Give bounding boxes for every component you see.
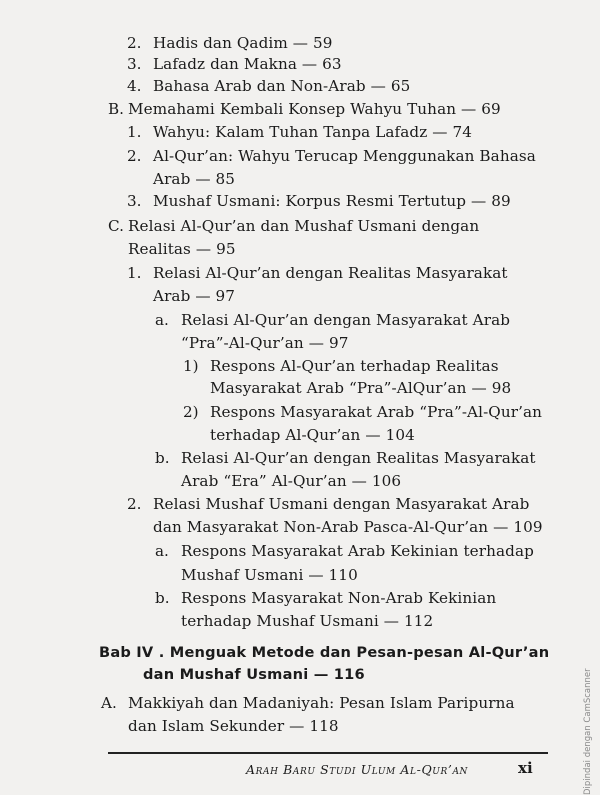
- toc-number: 2.: [127, 147, 142, 165]
- toc-entry: Relasi Al-Qur’an dengan Realitas Masyarakat: [181, 449, 536, 467]
- toc-entry: Mushaf Usmani — 110: [181, 566, 358, 584]
- toc-entry: Makkiyah dan Madaniyah: Pesan Islam Paripurna: [128, 694, 515, 712]
- toc-entry: Realitas — 95: [128, 240, 236, 258]
- toc-entry: “Pra”-Al-Qur’an — 97: [181, 334, 349, 352]
- toc-entry: Memahami Kembali Konsep Wahyu Tuhan — 69: [128, 100, 501, 118]
- toc-entry: Relasi Al-Qur’an dengan Realitas Masyarakat: [153, 264, 508, 282]
- toc-entry: Relasi Mushaf Usmani dengan Masyarakat Arab: [153, 495, 530, 513]
- toc-number: 2.: [127, 495, 142, 513]
- toc-entry: Al-Qur’an: Wahyu Terucap Menggunakan Bahasa: [153, 147, 536, 165]
- toc-number: 1.: [127, 264, 142, 282]
- toc-number: 1.: [127, 123, 142, 141]
- toc-entry: Arab — 85: [153, 170, 236, 188]
- toc-number: 2): [183, 403, 199, 421]
- toc-number: a.: [155, 311, 169, 329]
- toc-entry: dan Islam Sekunder — 118: [128, 717, 339, 735]
- chapter-heading: Bab IV . Menguak Metode dan Pesan-pesan Al-Qur’an: [99, 644, 550, 661]
- toc-entry: Bahasa Arab dan Non-Arab — 65: [153, 77, 411, 95]
- toc-number: 3.: [127, 55, 142, 73]
- toc-entry: Lafadz dan Makna — 63: [153, 55, 342, 73]
- toc-entry: Respons Masyarakat Non-Arab Kekinian: [181, 589, 497, 607]
- toc-entry: Arab — 97: [153, 287, 236, 305]
- scanner-watermark: Dipindai dengan CamScanner: [583, 668, 593, 795]
- toc-entry: terhadap Al-Qur’an — 104: [210, 426, 415, 444]
- toc-entry: Respons Al-Qur’an terhadap Realitas: [210, 357, 499, 375]
- toc-number: A.: [101, 694, 117, 712]
- toc-number: 4.: [127, 77, 142, 95]
- toc-number: B.: [108, 100, 124, 118]
- page-number: xi: [518, 759, 533, 777]
- running-footer-title: Arah Baru Studi Ulum Al-Qur’an: [246, 762, 469, 777]
- toc-number: C.: [108, 217, 124, 235]
- toc-number: 1): [183, 357, 199, 375]
- toc-entry: Respons Masyarakat Arab Kekinian terhadap: [181, 542, 534, 560]
- toc-entry: terhadap Mushaf Usmani — 112: [181, 612, 434, 630]
- toc-number: 2.: [127, 34, 142, 52]
- toc-entry: Masyarakat Arab “Pra”-AlQur’an — 98: [210, 379, 512, 397]
- toc-entry: Relasi Al-Qur’an dan Mushaf Usmani dengan: [128, 217, 480, 235]
- toc-entry: Relasi Al-Qur’an dengan Masyarakat Arab: [181, 311, 511, 329]
- toc-entry: Arab “Era” Al-Qur’an — 106: [181, 472, 402, 490]
- toc-number: b.: [155, 589, 170, 607]
- toc-entry: Wahyu: Kalam Tuhan Tanpa Lafadz — 74: [153, 123, 473, 141]
- toc-number: a.: [155, 542, 169, 560]
- toc-entry: dan Masyarakat Non-Arab Pasca-Al-Qur’an — 109: [153, 518, 543, 536]
- toc-entry: Respons Masyarakat Arab “Pra”-Al-Qur’an: [210, 403, 543, 421]
- toc-number: b.: [155, 449, 170, 467]
- chapter-heading: dan Mushaf Usmani — 116: [143, 666, 365, 683]
- toc-entry: Hadis dan Qadim — 59: [153, 34, 333, 52]
- footer-rule: [108, 752, 548, 754]
- toc-number: 3.: [127, 192, 142, 210]
- toc-entry: Mushaf Usmani: Korpus Resmi Tertutup — 89: [153, 192, 511, 210]
